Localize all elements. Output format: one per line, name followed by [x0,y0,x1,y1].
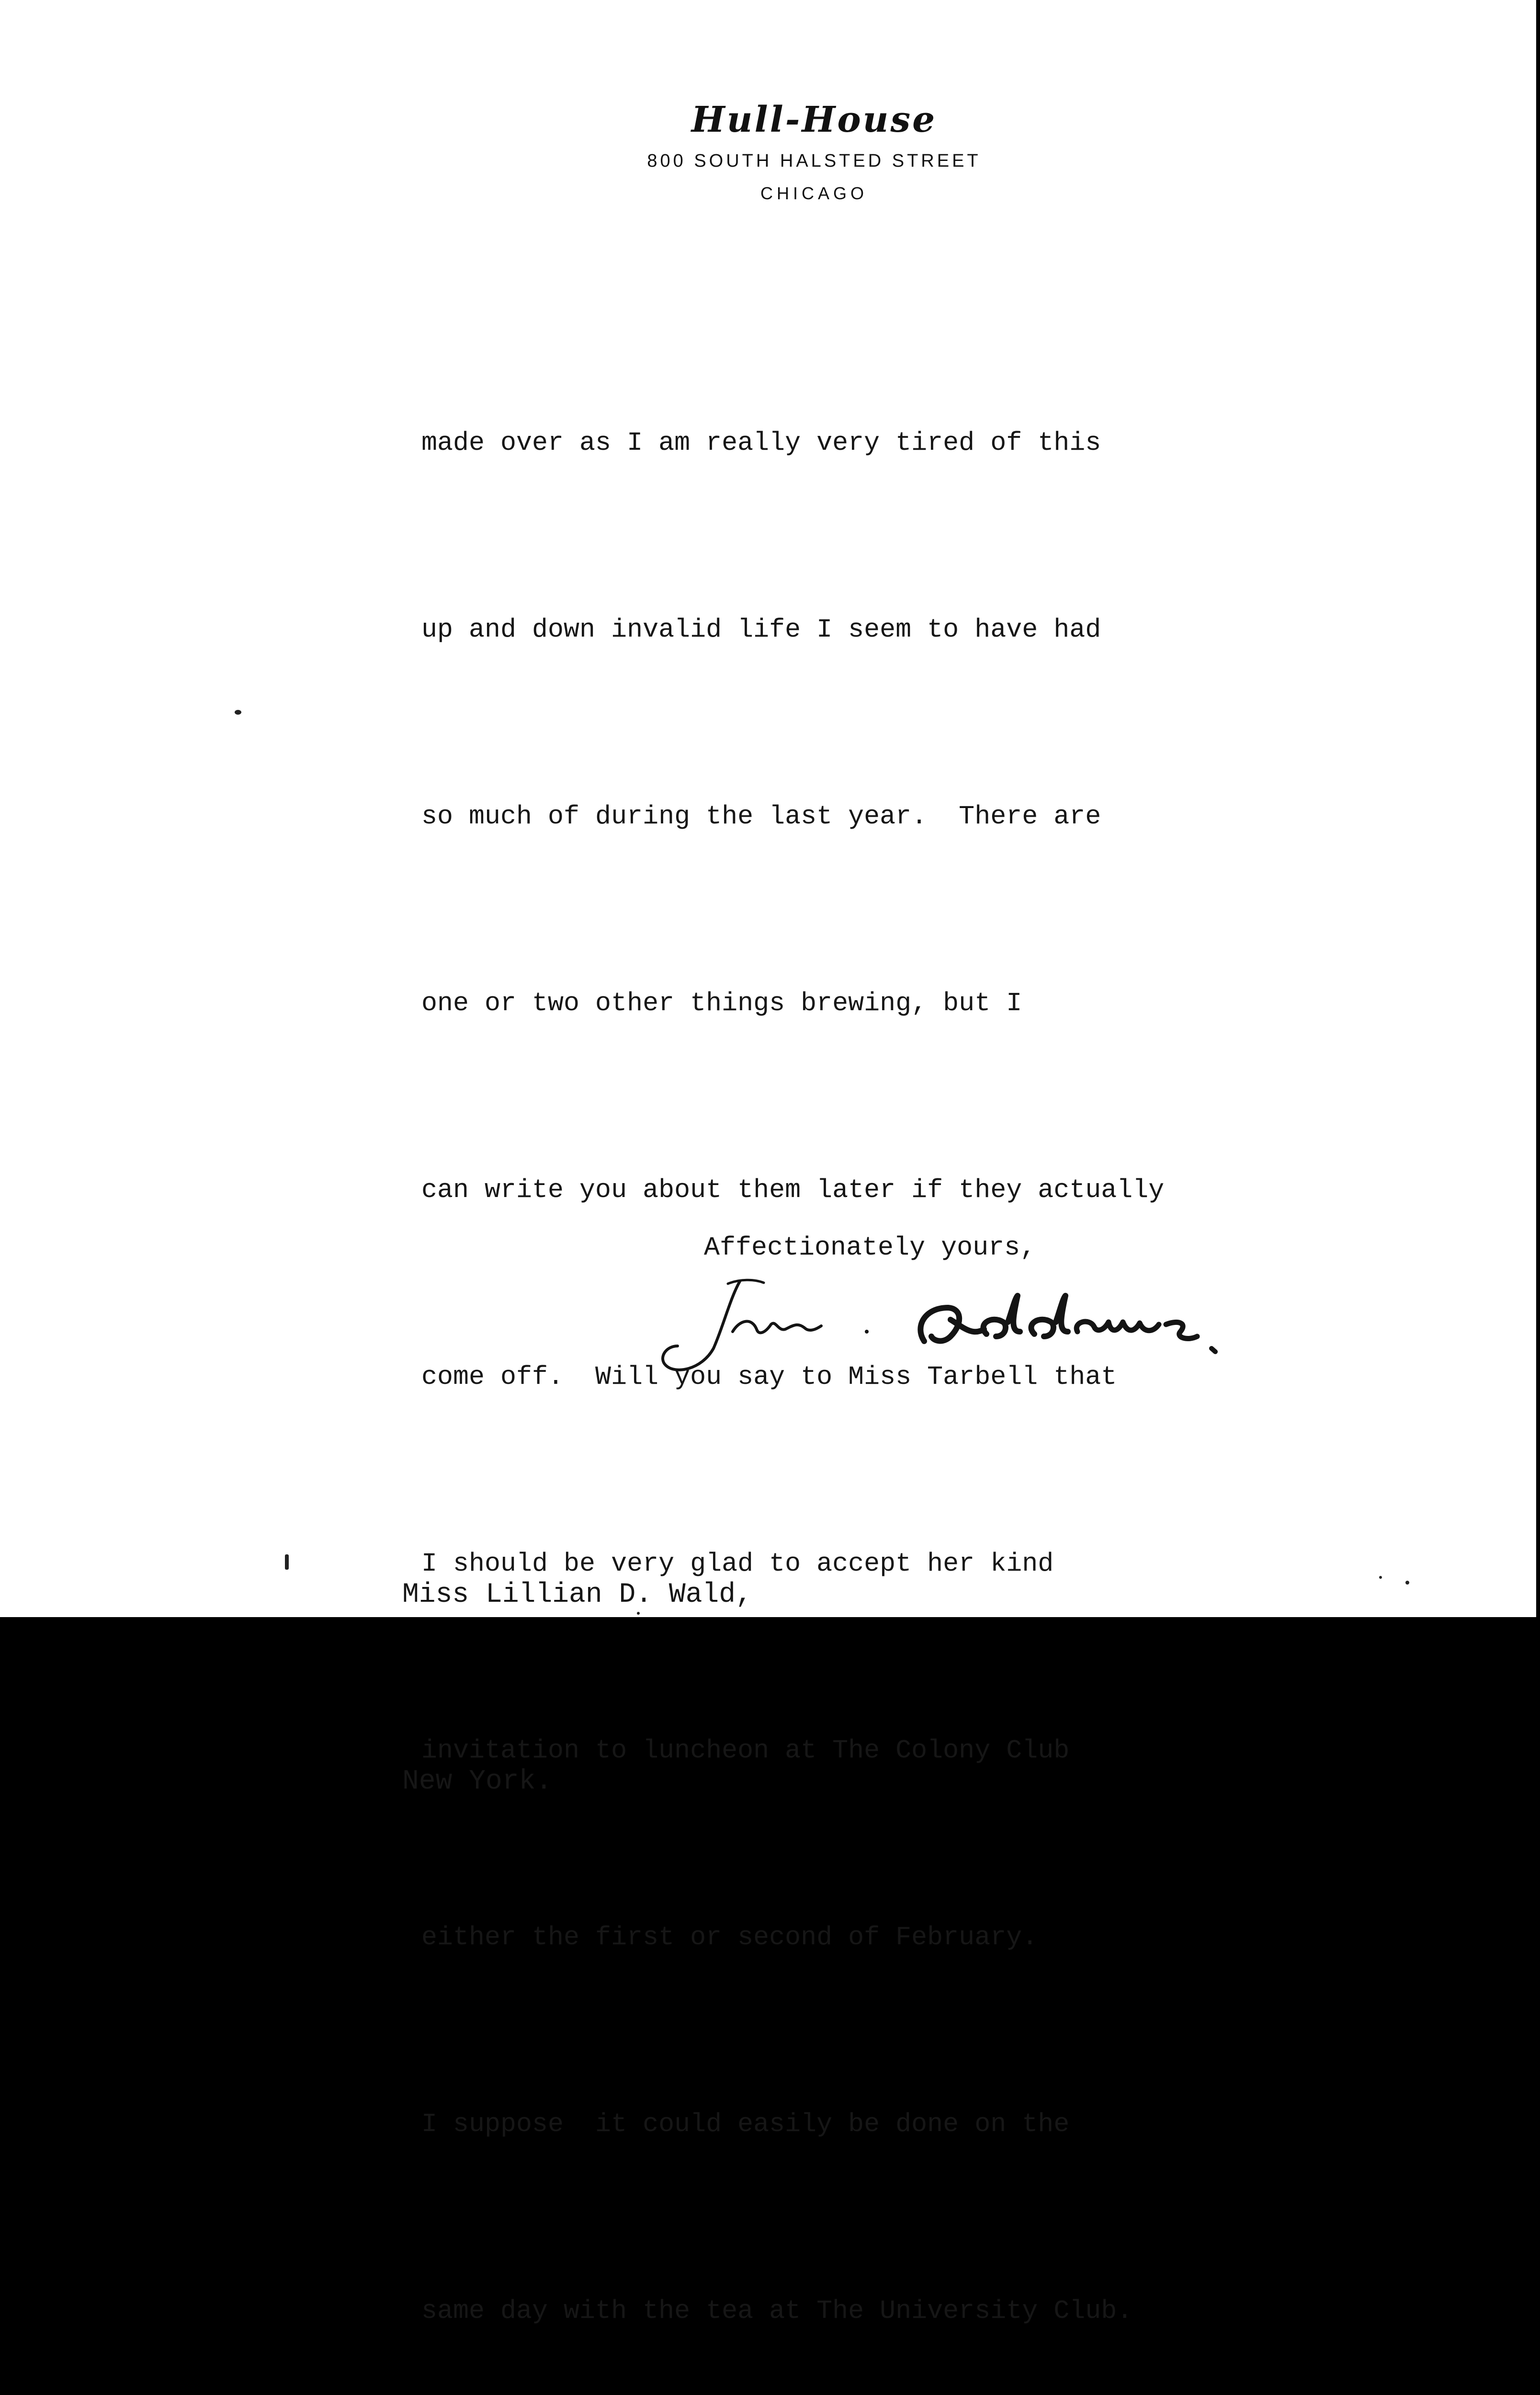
body-line: same day with the tea at The University Club. [421,2296,1133,2326]
body-line: come off. Will you say to Miss Tarbell that [421,1362,1117,1392]
scan-speck [1379,1576,1382,1579]
letterhead-address: 800 SOUTH HALSTED STREET [647,151,981,171]
body-line: I suppose it could easily be done on the [421,2109,1070,2139]
scan-speck [285,1554,289,1570]
letterhead-city: CHICAGO [760,183,868,203]
body-line: can write you about them later if they actually [421,1175,1165,1205]
closing: Affectionately yours, [704,1232,1036,1263]
body-line: one or two other things brewing, but I [421,988,1022,1018]
body-line: up and down invalid life I seem to have had [421,615,1101,645]
body-line: I should be very glad to accept her kind [421,1549,1054,1579]
letterhead-name: Hull-House [691,99,937,140]
recipient-name: Miss Lillian D. Wald, [402,1579,752,1610]
body-line: so much of during the last year. There are [421,801,1101,832]
body-line: either the first or second of February. [421,1922,1038,1952]
scan-speck [1405,1581,1409,1585]
scan-speck [637,1612,640,1615]
signature [656,1269,1255,1380]
recipient-city: New York. [402,1766,553,1797]
recipient-block [402,1439,752,1938]
letterhead [517,96,1111,207]
body-line: invitation to luncheon at The Colony Club [421,1735,1070,1766]
scan-speck [235,710,241,715]
body-line: made over as I am really very tired of this [421,428,1101,458]
